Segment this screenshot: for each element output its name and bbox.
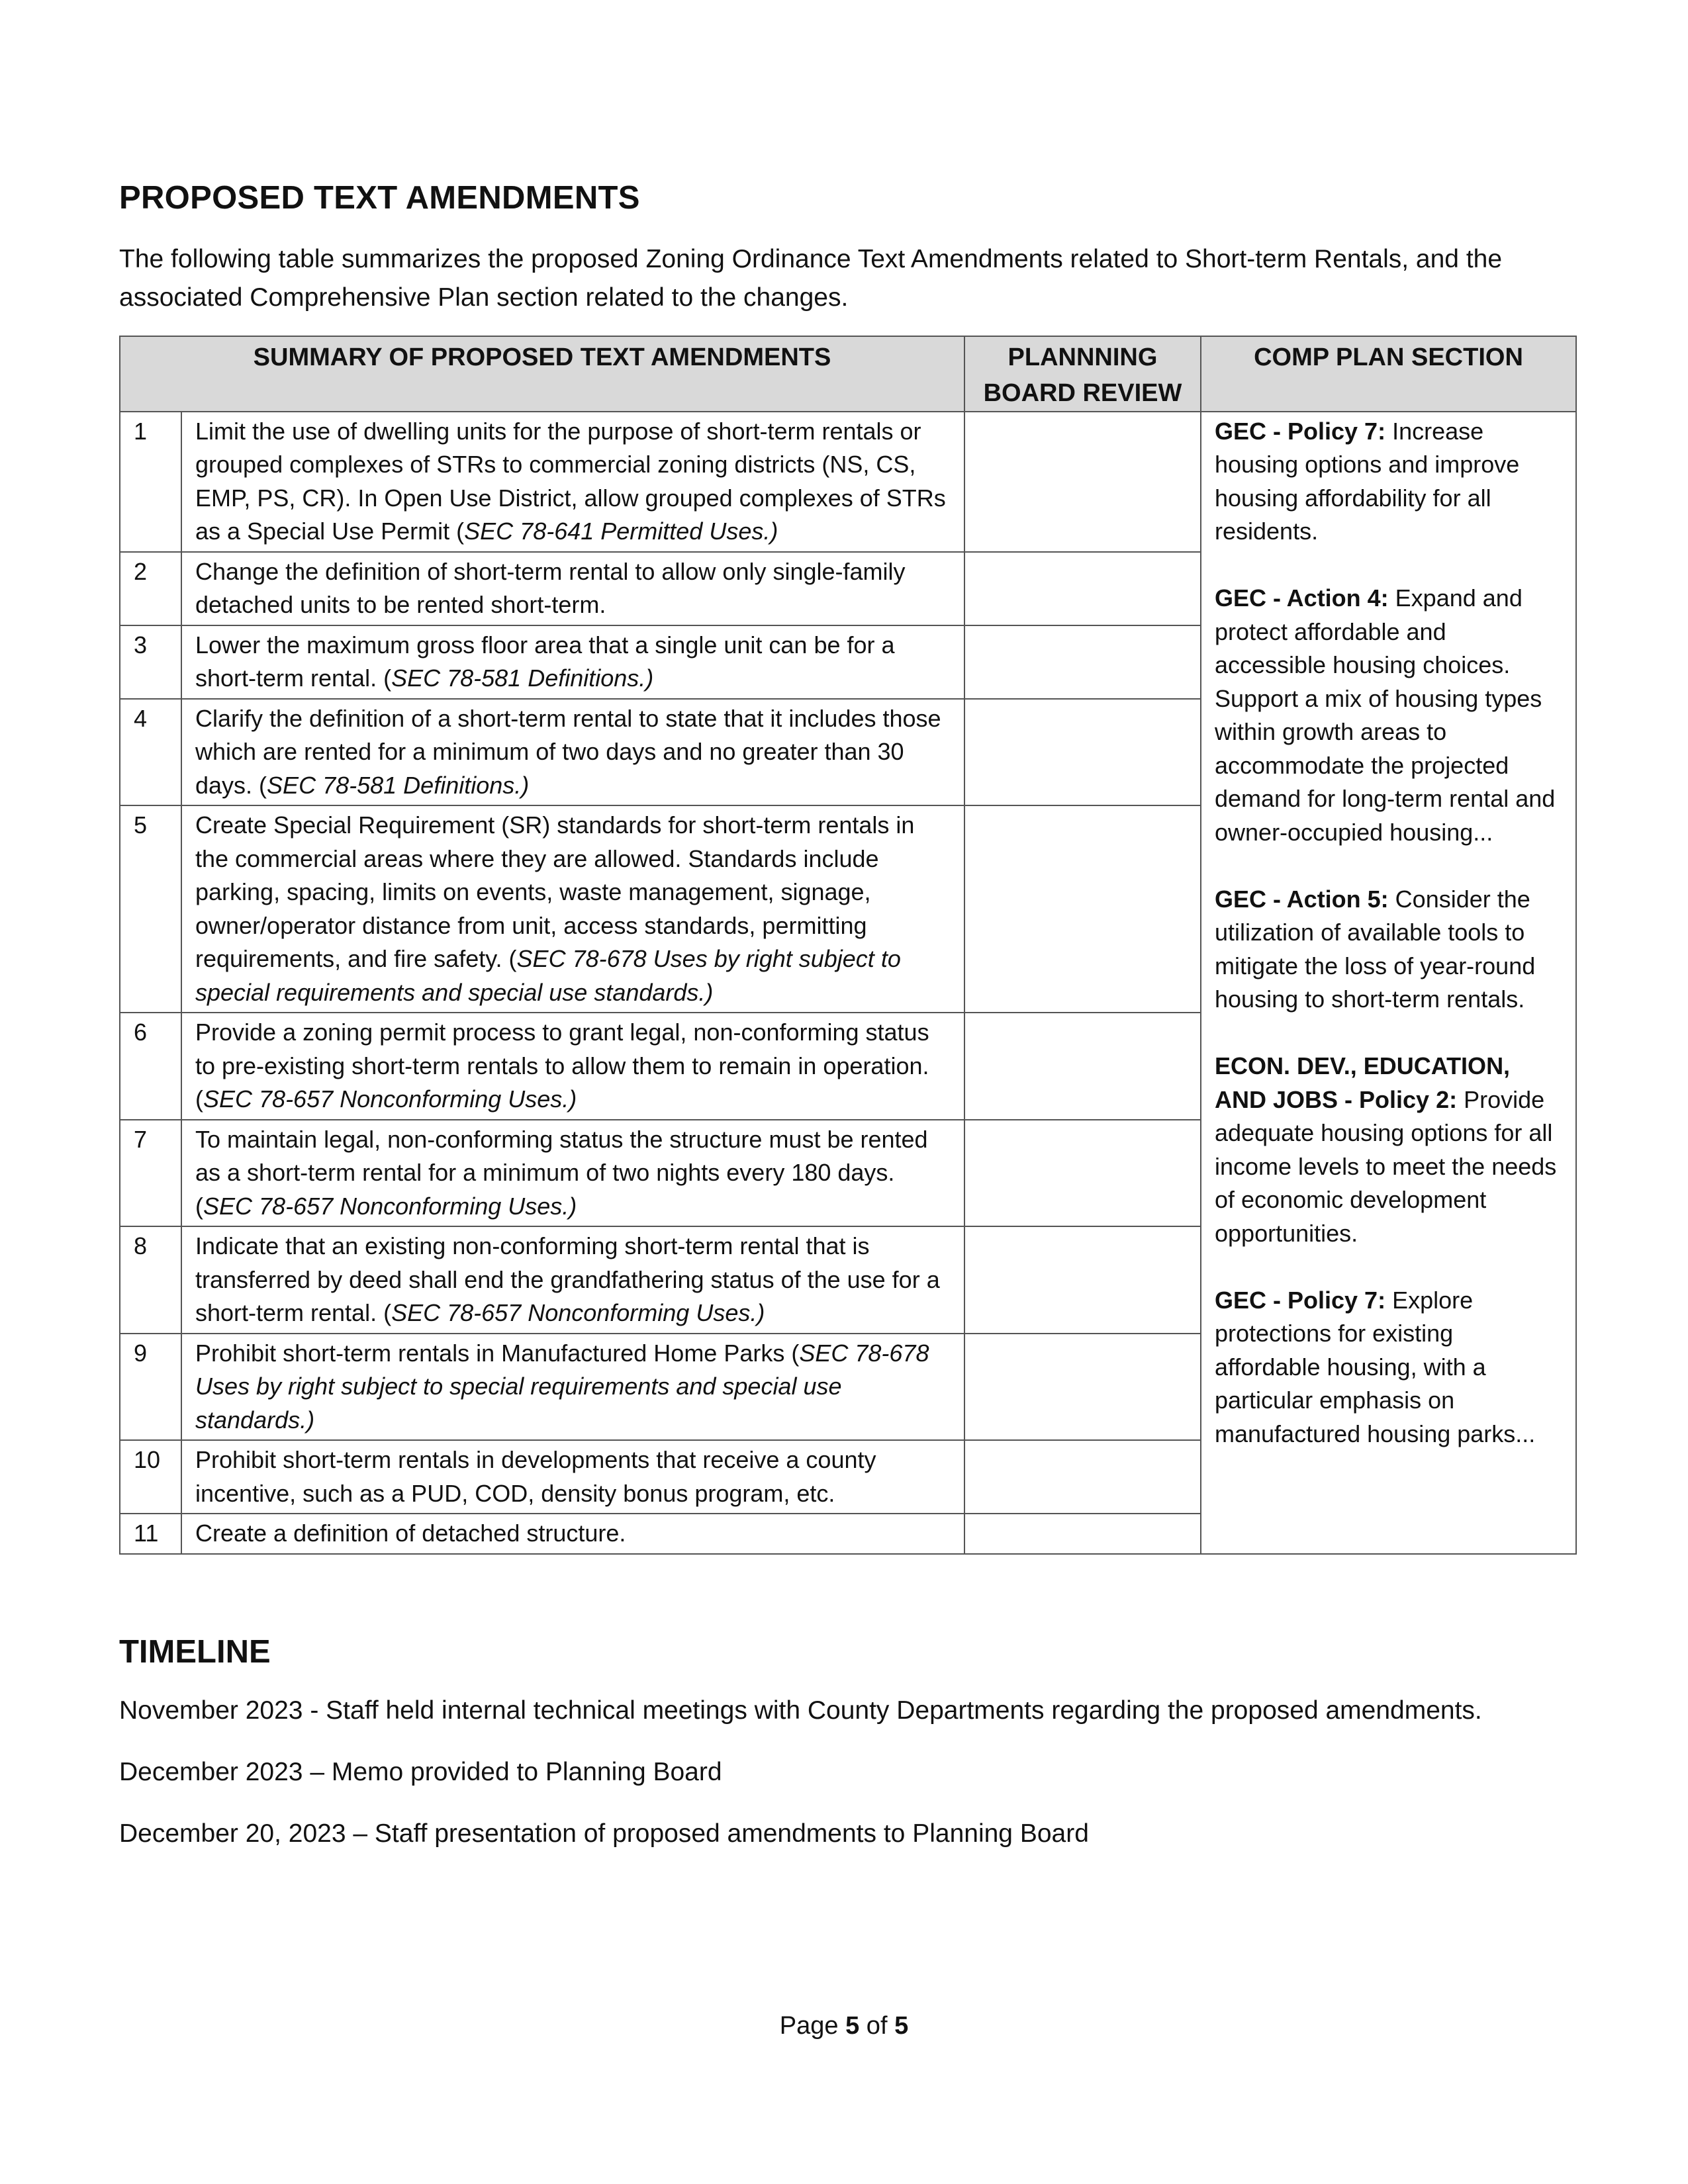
amendment-summary — [181, 699, 964, 806]
page-footer — [0, 2012, 1688, 2040]
amendment-summary — [181, 805, 964, 1013]
comp-plan-entry — [1215, 1284, 1562, 1451]
amendment-citation: SEC 78-581 Definitions.) — [267, 771, 530, 799]
amendments-table — [119, 336, 1577, 1555]
review-cell — [964, 1334, 1201, 1441]
comp-plan-heading: GEC - Action 5: — [1215, 885, 1389, 913]
amendment-summary — [181, 412, 964, 552]
comp-plan-header: COMP PLAN SECTION — [1201, 336, 1576, 412]
amendment-summary — [181, 1514, 964, 1554]
amendment-summary — [181, 1226, 964, 1334]
amendment-text: Provide a zoning permit process to grant legal, non-conforming status to pre-existing short-term rentals to allow them to remain in operation. ( — [195, 1019, 929, 1113]
intro-paragraph: The following table summarizes the proposed Zoning Ordinance Text Amendments related to Short-term Rentals, and the associated Comprehensive Plan section related to the changes. — [119, 244, 1503, 312]
row-number: 10 — [120, 1440, 181, 1514]
amendment-summary — [181, 1334, 964, 1441]
review-cell — [964, 625, 1201, 699]
row-number: 5 — [120, 805, 181, 1013]
comp-plan-heading: GEC - Action 4: — [1215, 584, 1389, 612]
amendment-text: Change the definition of short-term rental to allow only single-family detached units to be rented short-term. — [195, 557, 906, 619]
row-number: 4 — [120, 699, 181, 806]
comp-plan-entry — [1215, 582, 1562, 849]
comp-plan-cell — [1201, 412, 1576, 1554]
amendment-citation: SEC 78-657 Nonconforming Uses.) — [203, 1192, 577, 1220]
comp-plan-heading: GEC - Policy 7: — [1215, 417, 1386, 445]
amendment-summary — [181, 1120, 964, 1227]
comp-plan-text: Explore protections for existing affordable housing, with a particular emphasis on manufactured housing parks... — [1215, 1286, 1536, 1447]
footer-middle: of — [859, 2012, 895, 2040]
summary-header: SUMMARY OF PROPOSED TEXT AMENDMENTS — [120, 336, 964, 412]
comp-plan-entry — [1215, 415, 1562, 549]
amendment-text: Clarify the definition of a short-term rental to state that it includes those which are rented for a minimum of two days and no greater than 30 days. ( — [195, 704, 941, 799]
comp-plan-heading: GEC - Policy 7: — [1215, 1286, 1386, 1314]
document-page — [119, 179, 1575, 1876]
review-cell — [964, 1226, 1201, 1334]
amendment-citation: SEC 78-657 Nonconforming Uses.) — [391, 1299, 765, 1327]
row-number: 9 — [120, 1334, 181, 1441]
amendment-text: Create Special Requirement (SR) standards for short-term rentals in the commercial areas where they are allowed. Standards include parking, spacing, limits on events, waste management, signage, owner/operator distance from unit, access standards, permitting requirements, and fire safety. ( — [195, 811, 915, 973]
timeline-entry: December 20, 2023 – Staff presentation of proposed amendments to Planning Board — [119, 1819, 1089, 1848]
row-number: 1 — [120, 412, 181, 552]
review-cell — [964, 552, 1201, 625]
amendment-text: Limit the use of dwelling units for the purpose of short-term rentals or grouped complexes of STRs to commercial zoning districts (NS, CS, EMP, PS, CR). In Open Use District, allow grouped complexes of STRs as a Special Use Permit ( — [195, 417, 946, 545]
timeline-list — [119, 1692, 1575, 1853]
amendment-text: Indicate that an existing non-conforming short-term rental that is transferred by deed shall end the grandfathering status of the use for a short-term rental. ( — [195, 1232, 940, 1327]
review-header: PLANNNING BOARD REVIEW — [964, 336, 1201, 412]
row-number: 7 — [120, 1120, 181, 1227]
comp-plan-entry — [1215, 883, 1562, 1017]
review-cell — [964, 805, 1201, 1013]
amendment-citation: SEC 78-581 Definitions.) — [391, 664, 654, 692]
amendment-text: To maintain legal, non-conforming status the structure must be rented as a short-term rental for a minimum of two nights every 180 days. ( — [195, 1125, 928, 1220]
timeline-entry: November 2023 - Staff held internal technical meetings with County Departments regarding the proposed amendments. — [119, 1696, 1482, 1725]
amendment-citation: SEC 78-678 Uses by right subject to special requirements and special use standards.) — [195, 945, 901, 1006]
comp-plan-text: Provide adequate housing options for all income levels to meet the needs of economic development opportunities. — [1215, 1085, 1557, 1247]
review-cell — [964, 1440, 1201, 1514]
section-title: PROPOSED TEXT AMENDMENTS — [119, 180, 640, 216]
amendment-summary — [181, 625, 964, 699]
timeline-entry: December 2023 – Memo provided to Planning Board — [119, 1757, 722, 1786]
comp-plan-text: Expand and protect affordable and accessible housing choices. Support a mix of housing types within growth areas to accommodate the projected demand for long-term rental and owner-occupied housing... — [1215, 584, 1556, 846]
comp-plan-text: Increase housing options and improve housing affordability for all residents. — [1215, 417, 1520, 545]
review-cell — [964, 1514, 1201, 1554]
row-number: 2 — [120, 552, 181, 625]
amendment-text: Prohibit short-term rentals in Manufactured Home Parks ( — [195, 1339, 800, 1367]
amendment-summary — [181, 1440, 964, 1514]
amendment-text: Create a definition of detached structure. — [195, 1520, 626, 1547]
amendment-citation: SEC 78-657 Nonconforming Uses.) — [203, 1085, 577, 1113]
comp-plan-entry — [1215, 1050, 1562, 1250]
amendment-text: Prohibit short-term rentals in developments that receive a county incentive, such as a PUD, COD, density bonus program, etc. — [195, 1446, 876, 1507]
review-cell — [964, 1013, 1201, 1120]
footer-prefix: Page — [779, 2012, 846, 2040]
comp-plan-text: Consider the utilization of available tools to mitigate the loss of year-round housing to short-term rentals. — [1215, 885, 1536, 1013]
amendment-citation: SEC 78-678 Uses by right subject to special requirements and special use standards.) — [195, 1339, 929, 1433]
row-number: 3 — [120, 625, 181, 699]
comp-plan-heading: ECON. DEV., EDUCATION, AND JOBS - Policy 2: — [1215, 1052, 1511, 1113]
row-number: 6 — [120, 1013, 181, 1120]
amendment-summary — [181, 1013, 964, 1120]
row-number: 8 — [120, 1226, 181, 1334]
footer-current-page: 5 — [845, 2012, 860, 2040]
amendment-citation: SEC 78-641 Permitted Uses.) — [464, 518, 778, 545]
timeline-title: TIMELINE — [119, 1633, 271, 1670]
amendment-summary — [181, 552, 964, 625]
row-number: 11 — [120, 1514, 181, 1554]
review-cell — [964, 1120, 1201, 1227]
amendments-body — [120, 412, 1576, 1554]
review-cell — [964, 412, 1201, 552]
footer-total-pages: 5 — [894, 2012, 909, 2040]
table-row — [120, 412, 1576, 552]
review-cell — [964, 699, 1201, 806]
amendment-text: Lower the maximum gross floor area that a single unit can be for a short-term rental. ( — [195, 631, 895, 692]
table-header-row — [120, 336, 1576, 412]
